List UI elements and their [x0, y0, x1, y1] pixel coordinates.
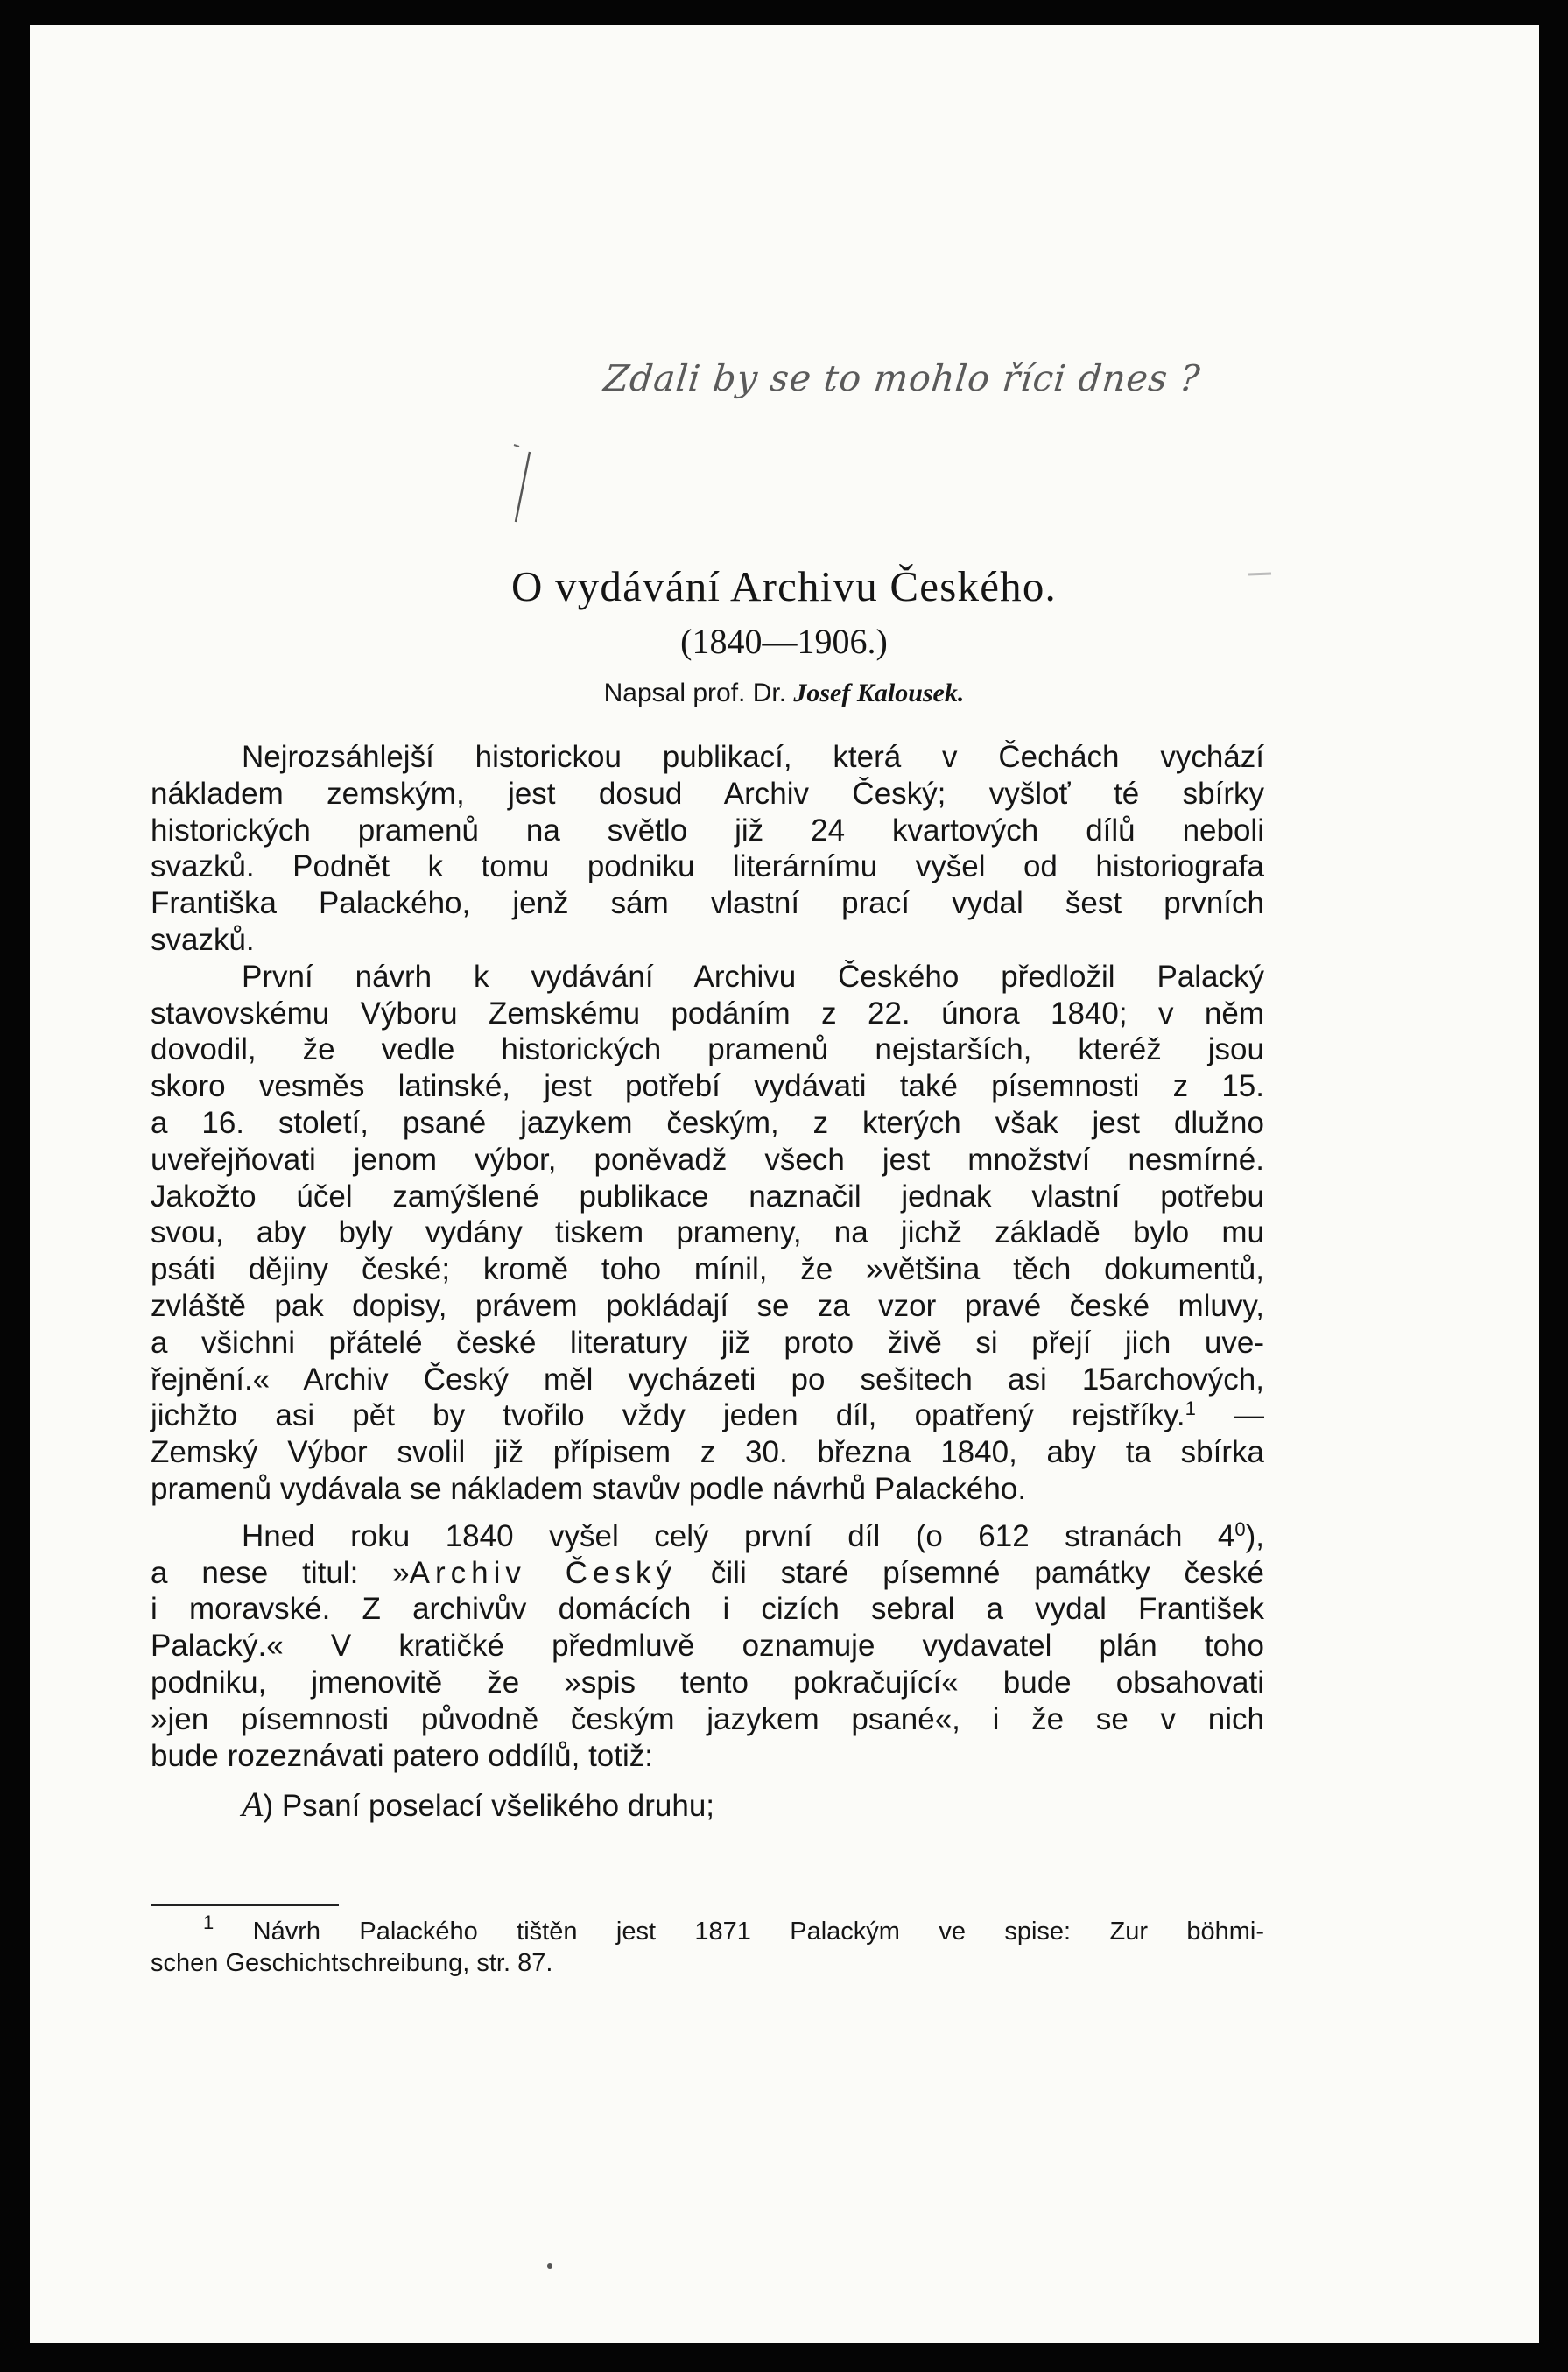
list-item-text: ) Psaní poselací všelikého druhu;: [263, 1789, 715, 1824]
article-body: [151, 739, 1264, 1823]
superscript-zero: 0: [1234, 1517, 1246, 1540]
paragraph-2-line: stavovskému Výboru Zemskému podáním z 22. února 1840; v něm: [151, 996, 1264, 1031]
article-years: (1840—1906.): [680, 622, 888, 661]
paragraph-2-line: dovodil, že vedle historických pramenů nejstarších, kteréž jsou: [151, 1032, 1264, 1067]
scan-border-top: [0, 0, 1568, 25]
paragraph-3-line: »jen písemnosti původně českým jazykem psané«, i že se v nich: [151, 1701, 1264, 1736]
scan-border-left: [0, 0, 30, 2372]
paragraph-3-title-rest: čili staré písemné památky české: [677, 1555, 1264, 1590]
article-byline: [0, 676, 1568, 711]
footnote-marker: 1: [1185, 1397, 1196, 1420]
paragraph-2-line: pramenů vydávala se nákladem stavův podle návrhů Palackého.: [151, 1471, 1027, 1506]
paragraph-2-line: a 16. století, psané jazykem českým, z kterých však jest dlužno: [151, 1105, 1264, 1140]
list-item-a: [151, 1786, 1264, 1823]
paragraph-2-line: zvláště pak dopisy, právem pokládají se za vzor pravé české mluvy,: [151, 1288, 1264, 1323]
scan-border-bottom: [0, 2343, 1568, 2372]
paragraph-1-line: historických pramenů na světlo již 24 kvartových dílů neboli: [151, 813, 1264, 848]
em-dash: —: [1234, 1398, 1264, 1433]
paragraph-1-line: svazků.: [151, 922, 255, 957]
paragraph-2-line: uveřejňovati jenom výbor, poněvadž všech jest množství nesmírné.: [151, 1142, 1264, 1177]
footnote-line: schen Geschichtschreibung, str. 87.: [151, 1949, 553, 1977]
paragraph-3-line-text: Hned roku 1840 vyšel celý první díl (o 612 stranách 4: [242, 1518, 1235, 1553]
paragraph-2-line: První návrh k vydávání Archivu Českého předložil Palacký: [242, 959, 1264, 994]
paragraph-3-line-text: a nese titul: »: [151, 1555, 410, 1590]
footnote-line: [151, 1911, 1265, 1947]
paragraph-2-line: řejnění.« Archiv Český měl vycházeti po sešitech asi 15archových,: [151, 1362, 1264, 1397]
paragraph-3-line-end: ),: [1245, 1518, 1264, 1553]
footnote-text: Návrh Palackého tištěn jest 1871 Palackým ve spise: Zur böhmi-: [252, 1918, 1265, 1946]
scan-border-right: [1539, 0, 1568, 2372]
paragraph-1-line: Františka Palackého, jenž sám vlastní prací vydal šest prvních: [151, 886, 1264, 921]
archiv-cesky-spaced-title: Archiv Český: [409, 1555, 678, 1590]
paragraph-3-line-with-title: [151, 1555, 1264, 1592]
paragraph-3-line: podniku, jmenovitě že »spis tento pokračující« bude obsahovati: [151, 1665, 1264, 1700]
paragraph-2-line: Jakožto účel zamýšlené publikace naznačil jednak vlastní potřebu: [151, 1179, 1264, 1214]
scan-speck: [547, 2263, 552, 2269]
paragraph-3-line: bude rozeznávati patero oddílů, totiž:: [151, 1738, 653, 1773]
handwritten-note: [601, 357, 1203, 410]
paragraph-2-line: svou, aby byly vydány tiskem prameny, na jichž základě bylo mu: [151, 1215, 1264, 1250]
paragraph-1-line: svazků. Podnět k tomu podniku literárnímu vyšel od historiografa: [151, 849, 1264, 884]
footnote: [151, 1911, 1265, 1979]
footnote-number: 1: [203, 1911, 214, 1933]
paragraph-2-line-with-footnote: [151, 1397, 1264, 1434]
byline-prefix: Napsal prof. Dr.: [603, 679, 787, 707]
paragraph-2-line-text: jichžto asi pět by tvořilo vždy jeden díl, opatřený rejstříky.: [151, 1398, 1185, 1433]
paragraph-2-line: a všichni přátelé české literatury již proto živě si přejí jich uve-: [151, 1325, 1264, 1360]
list-item-letter: A: [242, 1784, 264, 1825]
paragraph-1-line: Nejrozsáhlejší historickou publikací, která v Čechách vychází: [242, 740, 1264, 774]
paragraph-3-line: Palacký.« V kratičké předmluvě oznamuje vydavatel plán toho: [151, 1629, 1264, 1664]
paragraph-3-line: [151, 1518, 1264, 1555]
handwritten-note-text: Zdali by se to mohlo říci dnes ?: [601, 357, 1203, 399]
paragraph-3-line: i moravské. Z archivův domácích i cizích sebral a vydal František: [151, 1592, 1264, 1627]
byline-author: Josef Kalousek.: [793, 679, 965, 707]
paragraph-2-line: Zemský Výbor svolil již přípisem z 30. března 1840, aby ta sbírka: [151, 1435, 1264, 1470]
pencil-slash-mark: [503, 438, 538, 525]
article-title: O vydávání Archivu Českého.: [510, 562, 1057, 610]
footnote-divider: [151, 1904, 339, 1906]
paragraph-2-line: skoro vesměs latinské, jest potřebí vydávati také písemnosti z 15.: [151, 1069, 1264, 1104]
paragraph-1-line: nákladem zemským, jest dosud Archiv Český; vyšloť té sbírky: [151, 776, 1264, 811]
paragraph-2-line: psáti dějiny české; kromě toho mínil, že »většina těch dokumentů,: [151, 1252, 1264, 1287]
